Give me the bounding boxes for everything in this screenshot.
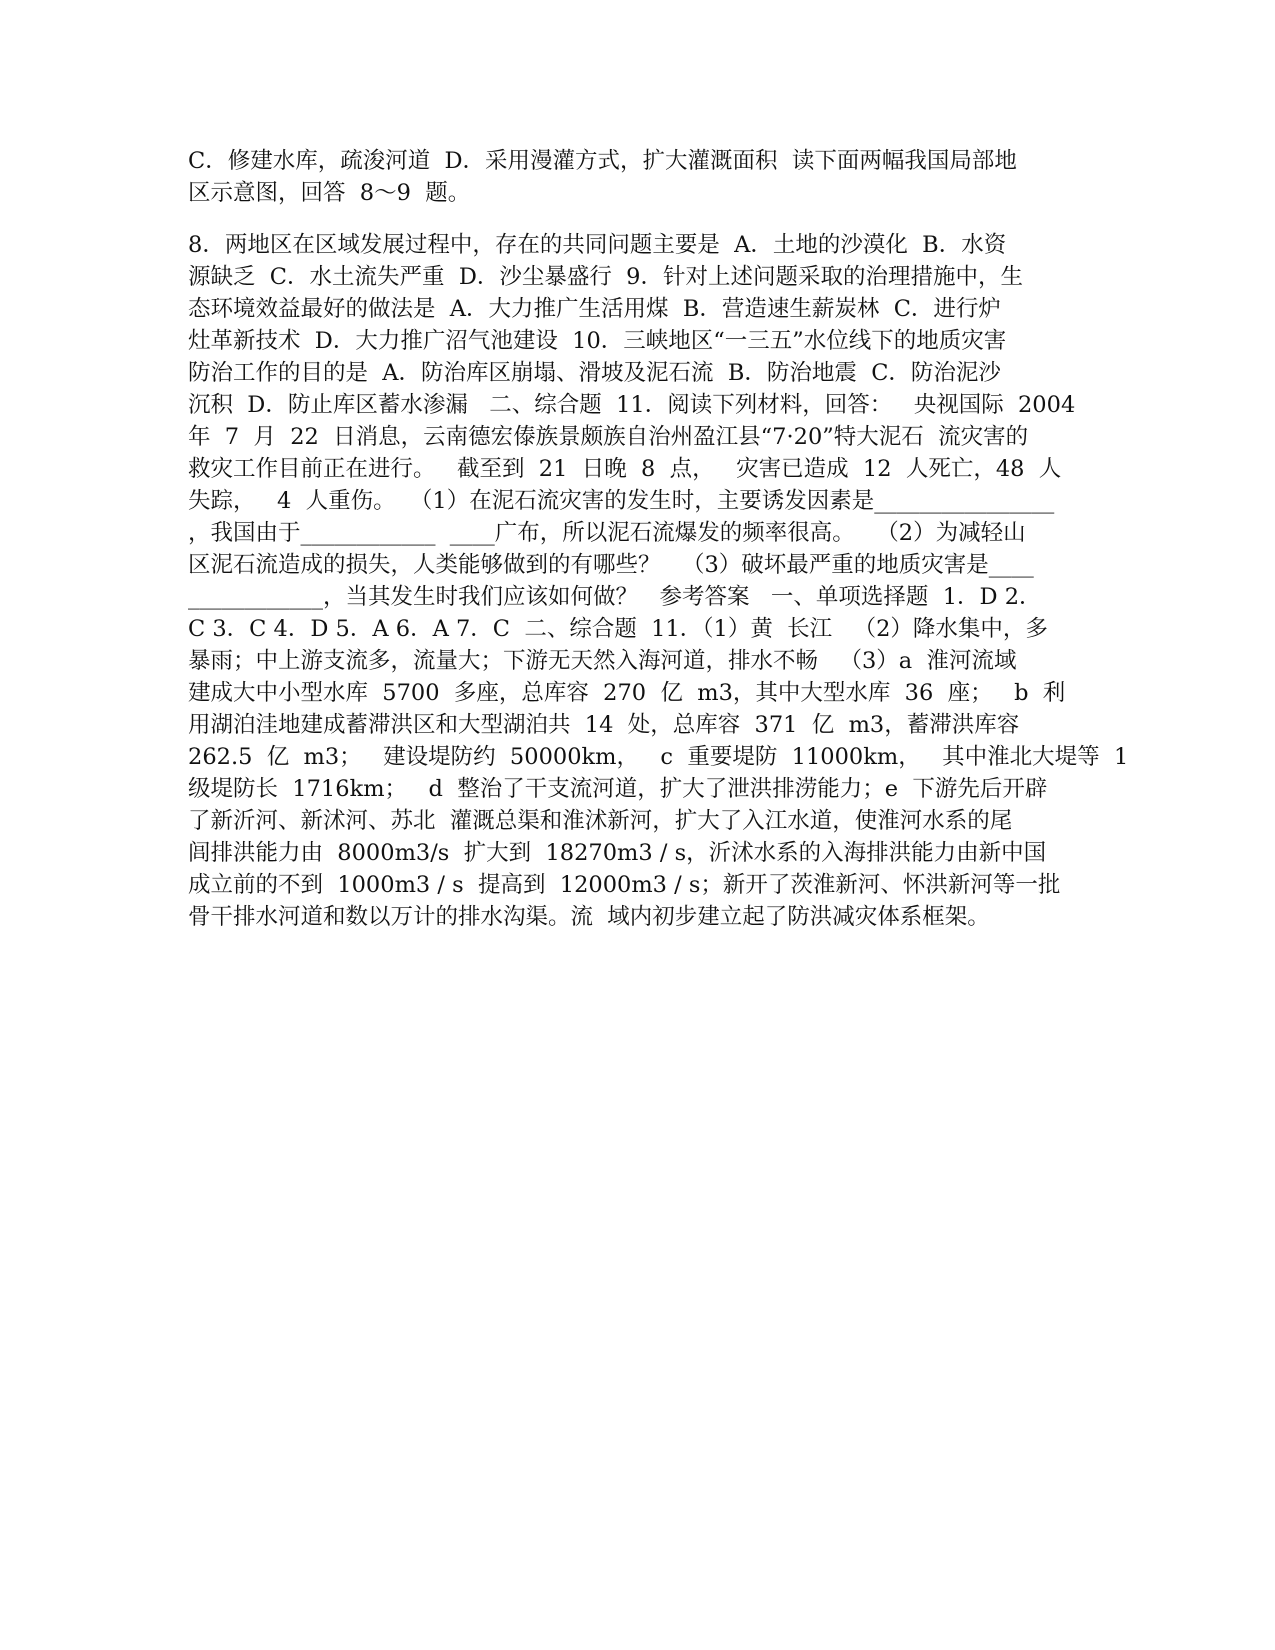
text-line: 防治工作的目的是 A．防治库区崩塌、滑坡及泥石流 B．防治地震 C．防治泥沙	[188, 360, 1001, 386]
text-line: 区泥石流造成的损失，人类能够做到的有哪些？ （3）破坏最严重的地质灾害是____	[188, 552, 1034, 578]
text-line: ，我国由于____________ ____广布，所以泥石流爆发的频率很高。 （2）为减轻山	[188, 520, 1026, 546]
text-line: 用湖泊洼地建成蓄滞洪区和大型湖泊共 14 处，总库容 371 亿 m3，蓄滞洪库容	[188, 712, 1020, 738]
text-line: 骨干排水河道和数以万计的排水沟渠。流 域内初步建立起了防洪减灾体系框架。	[188, 904, 990, 930]
text-line: C．修建水库，疏浚河道 D．采用漫灌方式，扩大灌溉面积 读下面两幅我国局部地	[188, 148, 1017, 174]
text-line: C 3．C 4．D 5．A 6．A 7．C 二、综合题 11．（1）黄 长江 （2）降水集中，多	[188, 616, 1048, 642]
text-line: 8．两地区在区域发展过程中，存在的共同问题主要是 A．土地的沙漠化 B．水资	[188, 232, 1007, 258]
text-line: 闾排洪能力由 8000m3/s 扩大到 18270m3 / s，沂沭水系的入海排洪能力由新中国	[188, 840, 1047, 866]
text-line: 年 7 月 22 日消息，云南德宏傣族景颇族自治州盈江县“7·20”特大泥石 流灾害的	[188, 424, 1029, 450]
text-line: 救灾工作目前正在进行。 截至到 21 日晚 8 点， 灾害已造成 12 人死亡，48 人	[188, 456, 1062, 482]
document-body	[188, 145, 1129, 933]
text-line: 失踪， 4 人重伤。 （1）在泥石流灾害的发生时，主要诱发因素是________________	[188, 488, 1055, 514]
paragraph-1	[188, 145, 1113, 209]
text-line: 级堤防长 1716km； d 整治了干支流河道，扩大了泄洪排涝能力；e 下游先后开辟	[188, 776, 1048, 802]
text-line: 了新沂河、新沭河、苏北 灌溉总渠和淮沭新河，扩大了入江水道，使淮河水系的尾	[188, 808, 1013, 834]
text-line: 沉积 D．防止库区蓄水渗漏 二、综合题 11．阅读下列材料，回答： 央视国际 2004	[188, 392, 1076, 418]
text-line: 灶革新技术 D．大力推广沼气池建设 10．三峡地区“一三五”水位线下的地质灾害	[188, 328, 1007, 354]
paragraph-spacer	[188, 209, 1113, 229]
text-line: 暴雨；中上游支流多，流量大；下游无天然入海河道，排水不畅 （3）a 淮河流域	[188, 648, 1017, 674]
text-line: 262.5 亿 m3； 建设堤防约 50000km， c 重要堤防 11000km， 其中淮北大堤等 1	[188, 744, 1129, 770]
text-line: 成立前的不到 1000m3 / s 提高到 12000m3 / s；新开了茨淮新河、怀洪新河等一批	[188, 872, 1061, 898]
text-line: 区示意图，回答 8～9 题。	[188, 180, 471, 206]
text-line: 态环境效益最好的做法是 A．大力推广生活用煤 B．营造速生薪炭林 C．进行炉	[188, 296, 1001, 322]
paragraph-2	[188, 229, 1129, 933]
text-line: ____________，当其发生时我们应该如何做？ 参考答案 一、单项选择题 1．D 2．	[188, 584, 1042, 610]
text-line: 建成大中小型水库 5700 多座，总库容 270 亿 m3，其中大型水库 36 座； b 利	[188, 680, 1066, 706]
text-line: 源缺乏 C．水土流失严重 D．沙尘暴盛行 9．针对上述问题采取的治理措施中，生	[188, 264, 1023, 290]
